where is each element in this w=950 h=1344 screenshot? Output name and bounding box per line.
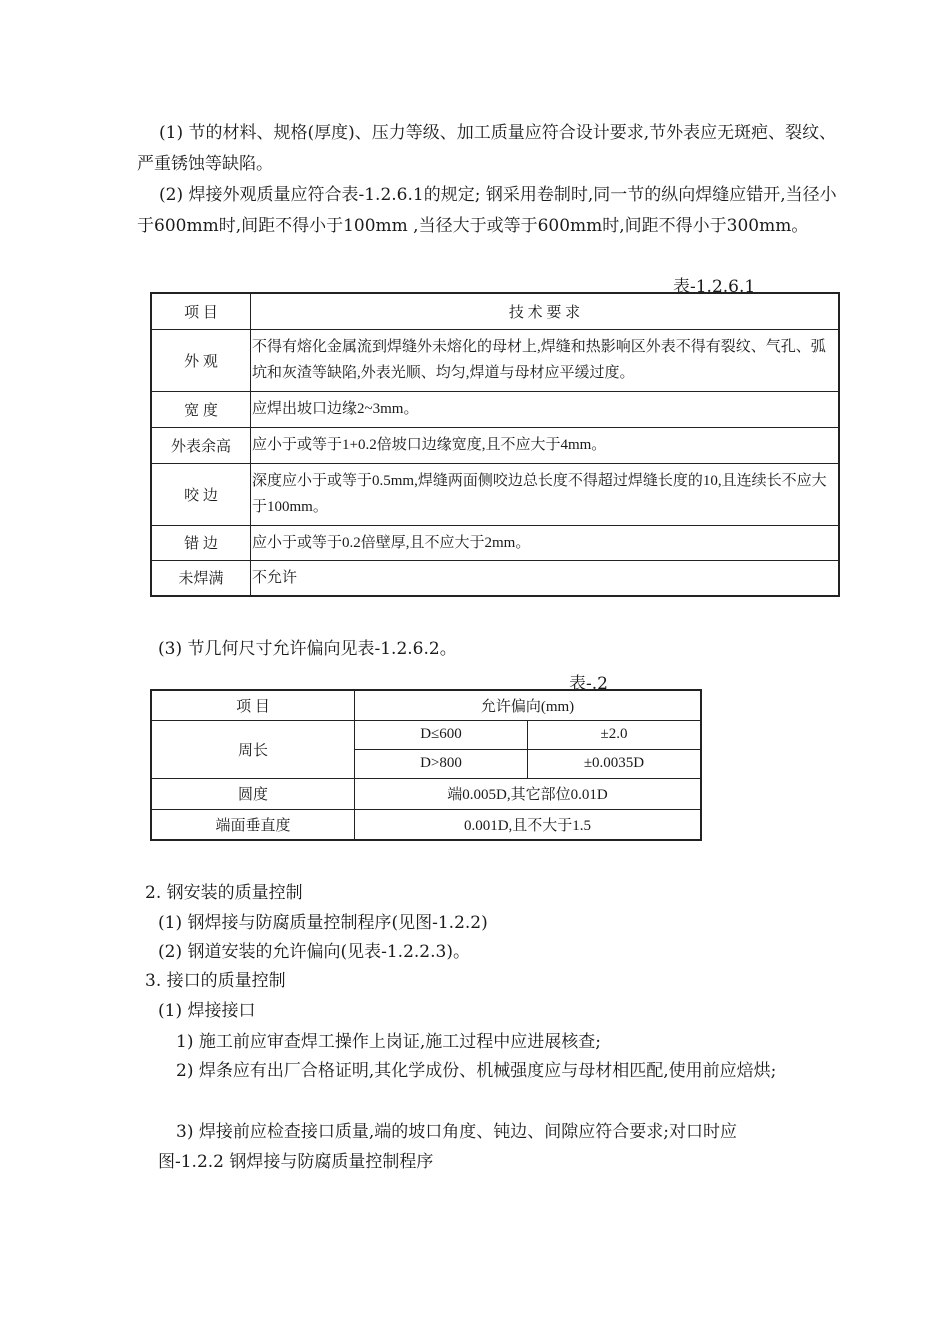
table-row [151, 329, 839, 391]
table-row [151, 427, 839, 463]
list-item: (2) 钢道安装的允许偏向(见表-1.2.2.3)。 [158, 942, 470, 962]
table-header-deviation: 允许偏向(mm) [355, 690, 702, 720]
table-header-item: 项 目 [151, 293, 251, 329]
table1-caption: 表-1.2.6.1 [673, 277, 756, 297]
row-requirement: 应小于或等于0.2倍壁厚,且不应大于2mm。 [251, 525, 840, 560]
row-requirement: 不允许 [251, 560, 840, 596]
row-item: 未焊满 [151, 560, 251, 596]
list-item: 1) 施工前应审查焊工操作上岗证,施工过程中应进展核查; [176, 1032, 601, 1052]
table-row [151, 720, 701, 749]
table-header-requirement: 技 术 要 求 [251, 293, 840, 329]
roundness-value: 端0.005D,其它部位0.01D [355, 778, 702, 809]
list-item: (1) 钢焊接与防腐质量控制程序(见图-1.2.2) [158, 913, 488, 933]
row-item: 宽 度 [151, 391, 251, 427]
table-header-item: 项 目 [151, 690, 355, 720]
table-row [151, 809, 701, 840]
table-row [151, 391, 839, 427]
paragraph-geometry-deviation: (3) 节几何尺寸允许偏向见表-1.2.6.2。 [158, 639, 457, 659]
table-row [151, 463, 839, 525]
perimeter-value: ±0.0035D [528, 749, 702, 778]
row-requirement: 应小于或等于1+0.2倍坡口边缘宽度,且不应大于4mm。 [251, 427, 840, 463]
row-item: 咬 边 [151, 463, 251, 525]
roundness-label: 圆度 [151, 778, 355, 809]
row-item: 外表余高 [151, 427, 251, 463]
table2-caption: 表-.2 [569, 674, 608, 694]
list-item: 2) 焊条应有出厂合格证明,其化学成份、机械强度应与母材相匹配,使用前应焙烘; [176, 1061, 777, 1081]
paragraph-weld-appearance: (2) 焊接外观质量应符合表-1.2.6.1的规定; 钢采用卷制时,同一节的纵向焊缝应错开,当径小于600mm时,间距不得小于100mm ,当径大于或等于600mm时,间距不得小于300mm。 [137, 185, 837, 236]
perpendicularity-value: 0.001D,且不大于1.5 [355, 809, 702, 840]
section-heading-joint: 3. 接口的质量控制 [145, 971, 286, 991]
table-row [151, 778, 701, 809]
figure-caption: 图-1.2.2 钢焊接与防腐质量控制程序 [158, 1152, 434, 1172]
perimeter-condition: D>800 [355, 749, 528, 778]
row-requirement: 应焊出坡口边缘2~3mm。 [251, 391, 840, 427]
section-heading-installation: 2. 钢安装的质量控制 [145, 883, 303, 903]
list-item: (1) 焊接接口 [158, 1001, 256, 1021]
table-row [151, 560, 839, 596]
perpendicularity-label: 端面垂直度 [151, 809, 355, 840]
row-item: 错 边 [151, 525, 251, 560]
dimension-deviation-table [150, 689, 702, 841]
row-requirement: 不得有熔化金属流到焊缝外未熔化的母材上,焊缝和热影响区外表不得有裂纹、气孔、弧坑和灰渣等缺陷,外表光顺、均匀,焊道与母材应平缓过度。 [251, 329, 840, 391]
weld-quality-table [150, 292, 840, 597]
perimeter-condition: D≤600 [355, 720, 528, 749]
table-header-row [151, 690, 701, 720]
perimeter-label: 周长 [151, 720, 355, 778]
list-item: 3) 焊接前应检查接口质量,端的坡口角度、钝边、间隙应符合要求;对口时应 [176, 1122, 737, 1142]
table-header-row [151, 293, 839, 329]
table-row [151, 525, 839, 560]
paragraph-material-requirements: (1) 节的材料、规格(厚度)、压力等级、加工质量应符合设计要求,节外表应无斑疤、裂纹、严重锈蚀等缺陷。 [137, 123, 837, 174]
row-requirement: 深度应小于或等于0.5mm,焊缝两面侧咬边总长度不得超过焊缝长度的10,且连续长不应大于100mm。 [251, 463, 840, 525]
perimeter-value: ±2.0 [528, 720, 702, 749]
row-item: 外 观 [151, 329, 251, 391]
